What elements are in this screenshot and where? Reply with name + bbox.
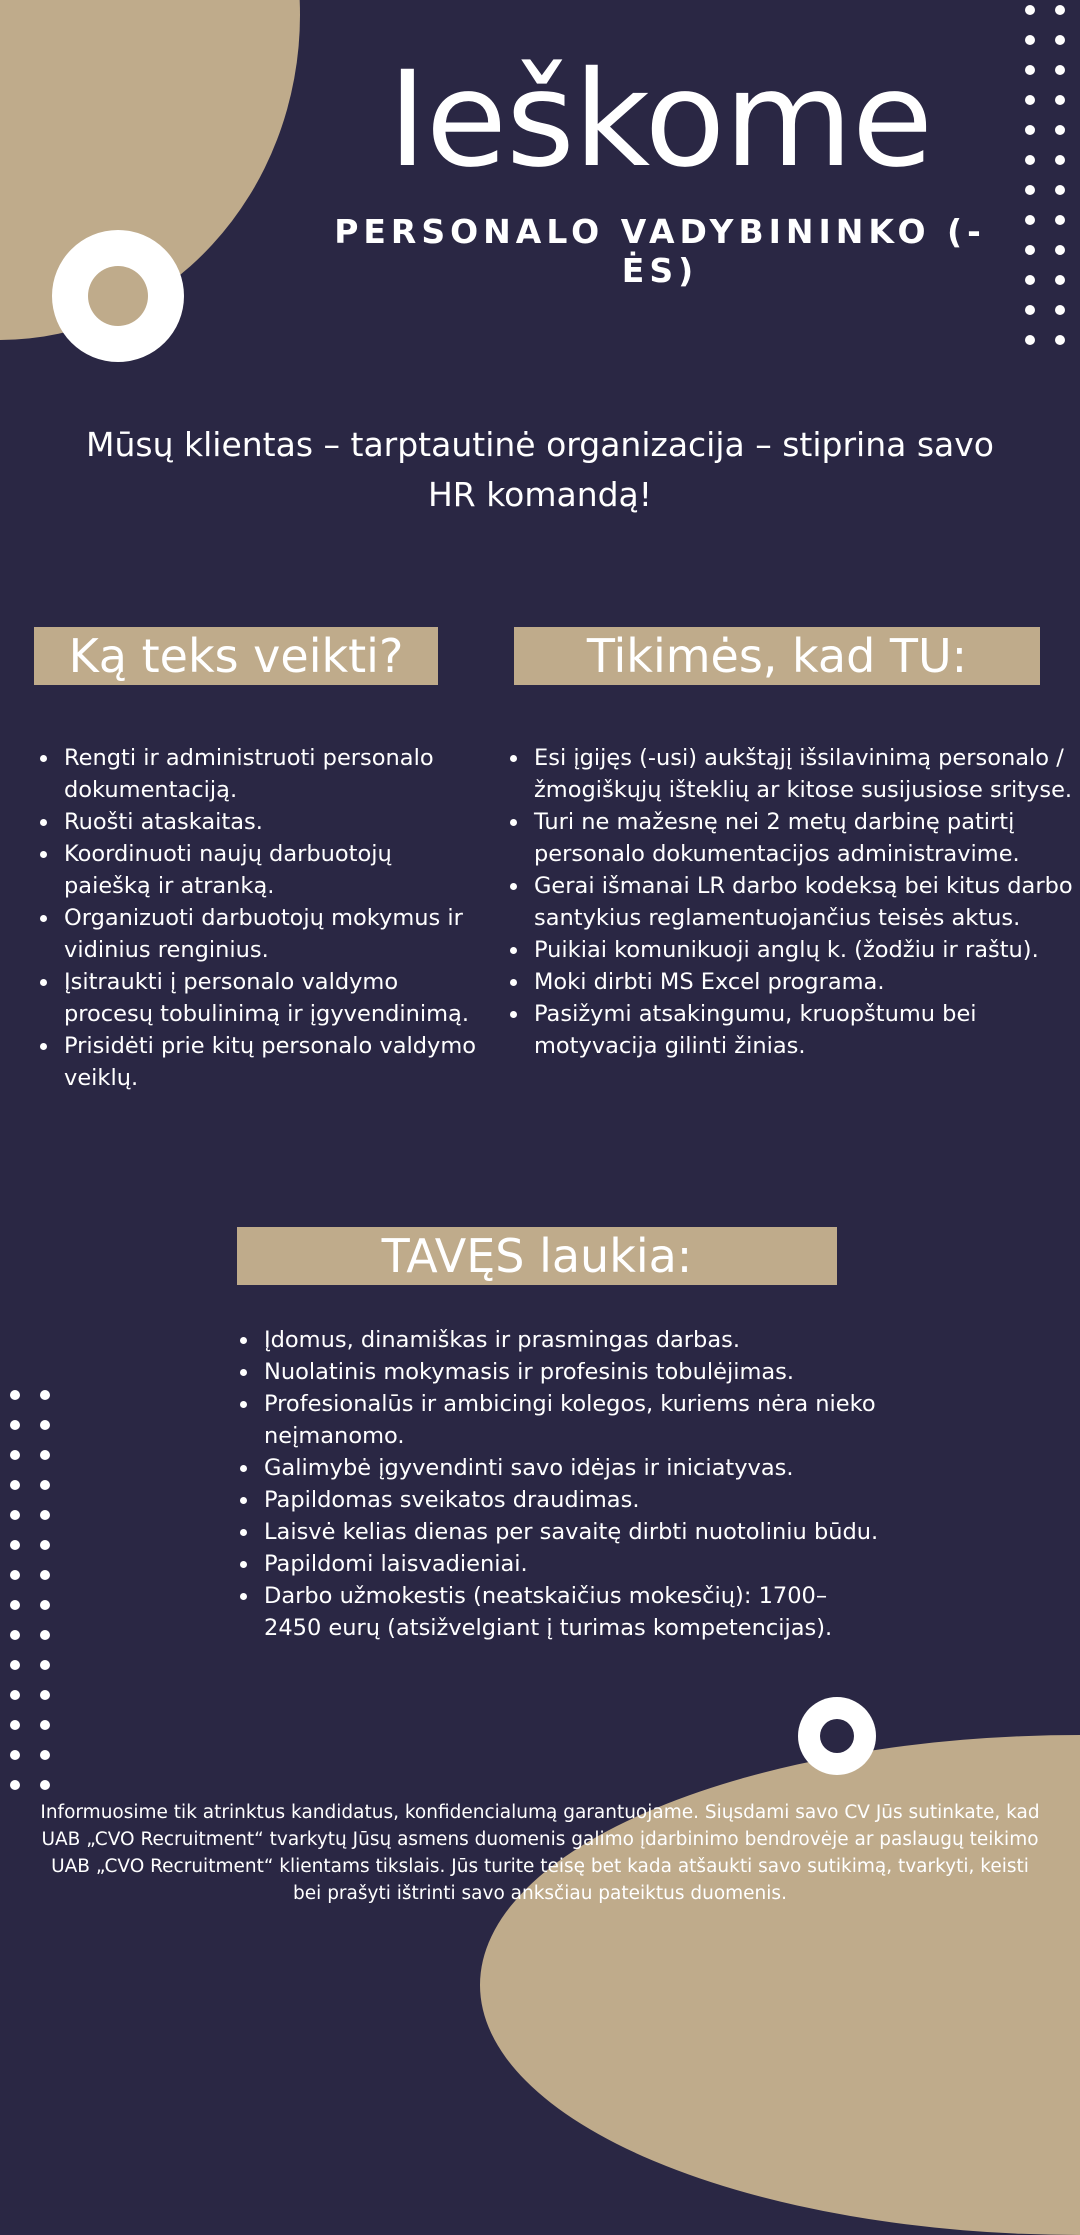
decorative-dot [40,1780,50,1790]
list-item: • Puikiai komunikuoji anglų k. (žodžiu ir raštu). [530,934,1080,966]
decorative-dot [1025,335,1035,345]
decorative-dot [1025,5,1035,15]
decorative-dot [1025,65,1035,75]
list-item: • Įdomus, dinamiškas ir prasmingas darbas. [260,1324,880,1356]
decorative-dot [10,1600,20,1610]
decorative-dot [40,1540,50,1550]
decorative-dot [1055,305,1065,315]
benefits-list [234,1324,880,1644]
list-item: • Ruošti ataskaitas. [60,806,480,838]
decorative-dot [1055,335,1065,345]
decorative-dot [10,1690,20,1700]
decorative-dot [1055,65,1065,75]
decorative-dot-grid-bottom-left [10,1390,50,1790]
decorative-dot [1055,215,1065,225]
list-item: • Profesionalūs ir ambicingi kolegos, kuriems nėra nieko neįmanomo. [260,1388,880,1452]
decorative-dot [40,1720,50,1730]
benefits-heading: TAVĘS laukia: [237,1227,837,1285]
list-item: • Turi ne mažesnę nei 2 metų darbinę patirtį personalo dokumentacijos administravime. [530,806,1080,870]
decorative-dot [40,1420,50,1430]
list-item: • Papildomas sveikatos draudimas. [260,1484,880,1516]
duties-heading: Ką teks veikti? [34,627,438,685]
decorative-dot [10,1750,20,1760]
decorative-dot [40,1690,50,1700]
page-title: Ieškome [387,43,933,197]
decorative-dot [1025,215,1035,225]
decorative-dot [1055,245,1065,255]
list-item: • Laisvė kelias dienas per savaitę dirbti nuotoliniu būdu. [260,1516,880,1548]
decorative-dot [10,1540,20,1550]
decorative-dot [1055,95,1065,105]
decorative-dot [40,1510,50,1520]
decorative-dot [10,1480,20,1490]
decorative-dot [10,1630,20,1640]
decorative-dot [40,1600,50,1610]
list-item: • Koordinuoti naujų darbuotojų paiešką ir atranką. [60,838,480,902]
decorative-dot [40,1660,50,1670]
decorative-dot [1055,5,1065,15]
decorative-dot [10,1780,20,1790]
decorative-dot [1025,275,1035,285]
list-item: • Prisidėti prie kitų personalo valdymo veiklų. [60,1030,480,1094]
list-item: • Nuolatinis mokymasis ir profesinis tobulėjimas. [260,1356,880,1388]
decorative-dot [40,1480,50,1490]
list-item: • Pasižymi atsakingumu, kruopštumu bei motyvacija gilinti žinias. [530,998,1080,1062]
list-item: • Rengti ir administruoti personalo dokumentaciją. [60,742,480,806]
decorative-dot-grid-top-right [1025,5,1065,345]
duties-list [34,742,480,1094]
decorative-dot [10,1510,20,1520]
decorative-dot [1055,125,1065,135]
decorative-dot [10,1720,20,1730]
list-item: • Darbo užmokestis (neatskaičius mokesčių): 1700–2450 eurų (atsižvelgiant į turimas kompetencijas). [260,1580,880,1644]
decorative-dot [40,1390,50,1400]
decorative-ring-top-left [52,230,184,362]
decorative-dot [1025,245,1035,255]
decorative-dot [10,1660,20,1670]
decorative-dot [1025,155,1035,165]
decorative-dot [10,1390,20,1400]
privacy-disclaimer: Informuosime tik atrinktus kandidatus, konfidencialumą garantuojame. Siųsdami savo CV Jūs sutinkate, kad UAB „CVO Recruitment“ tvarkytų Jūsų asmens duomenis galimo įdarbinimo bendrovėje ar paslaugų teikimo UAB „CVO Recruitment“ klientams tikslais. Jūs turite teisę bet kada atšaukti savo sutikimą, tvarkyti, keisti bei prašyti ištrinti savo anksčiau pateiktus duomenis. [40,1802,1040,1904]
decorative-dot [40,1750,50,1760]
list-item: • Papildomi laisvadieniai. [260,1548,880,1580]
list-item: • Moki dirbti MS Excel programa. [530,966,1080,998]
decorative-dot [1055,155,1065,165]
decorative-dot [40,1570,50,1580]
intro-text: Mūsų klientas – tarptautinė organizacija – stiprina savo HR komandą! [86,425,994,514]
decorative-dot [1025,305,1035,315]
list-item: • Gerai išmanai LR darbo kodeksą bei kitus darbo santykius reglamentuojančius teisės aktus. [530,870,1080,934]
decorative-dot [1055,275,1065,285]
decorative-dot [40,1630,50,1640]
decorative-dot [1025,35,1035,45]
list-item: • Galimybė įgyvendinti savo idėjas ir iniciatyvas. [260,1452,880,1484]
decorative-ring-bottom-right [798,1697,876,1775]
decorative-dot [1025,125,1035,135]
job-title-subtitle: PERSONALO VADYBININKO (-ĖS) [334,212,986,290]
decorative-dot [1025,185,1035,195]
decorative-dot [1025,95,1035,105]
decorative-dot [1055,185,1065,195]
decorative-dot [10,1420,20,1430]
list-item: • Įsitraukti į personalo valdymo procesų tobulinimą ir įgyvendinimą. [60,966,480,1030]
list-item: • Organizuoti darbuotojų mokymus ir vidinius renginius. [60,902,480,966]
requirements-list [504,742,1080,1062]
requirements-heading: Tikimės, kad TU: [514,627,1040,685]
list-item: • Esi įgijęs (-usi) aukštąjį išsilavinimą personalo / žmogiškųjų išteklių ar kitose susijusiose srityse. [530,742,1080,806]
decorative-dot [1055,35,1065,45]
decorative-dot [10,1450,20,1460]
decorative-dot [40,1450,50,1460]
decorative-dot [10,1570,20,1580]
